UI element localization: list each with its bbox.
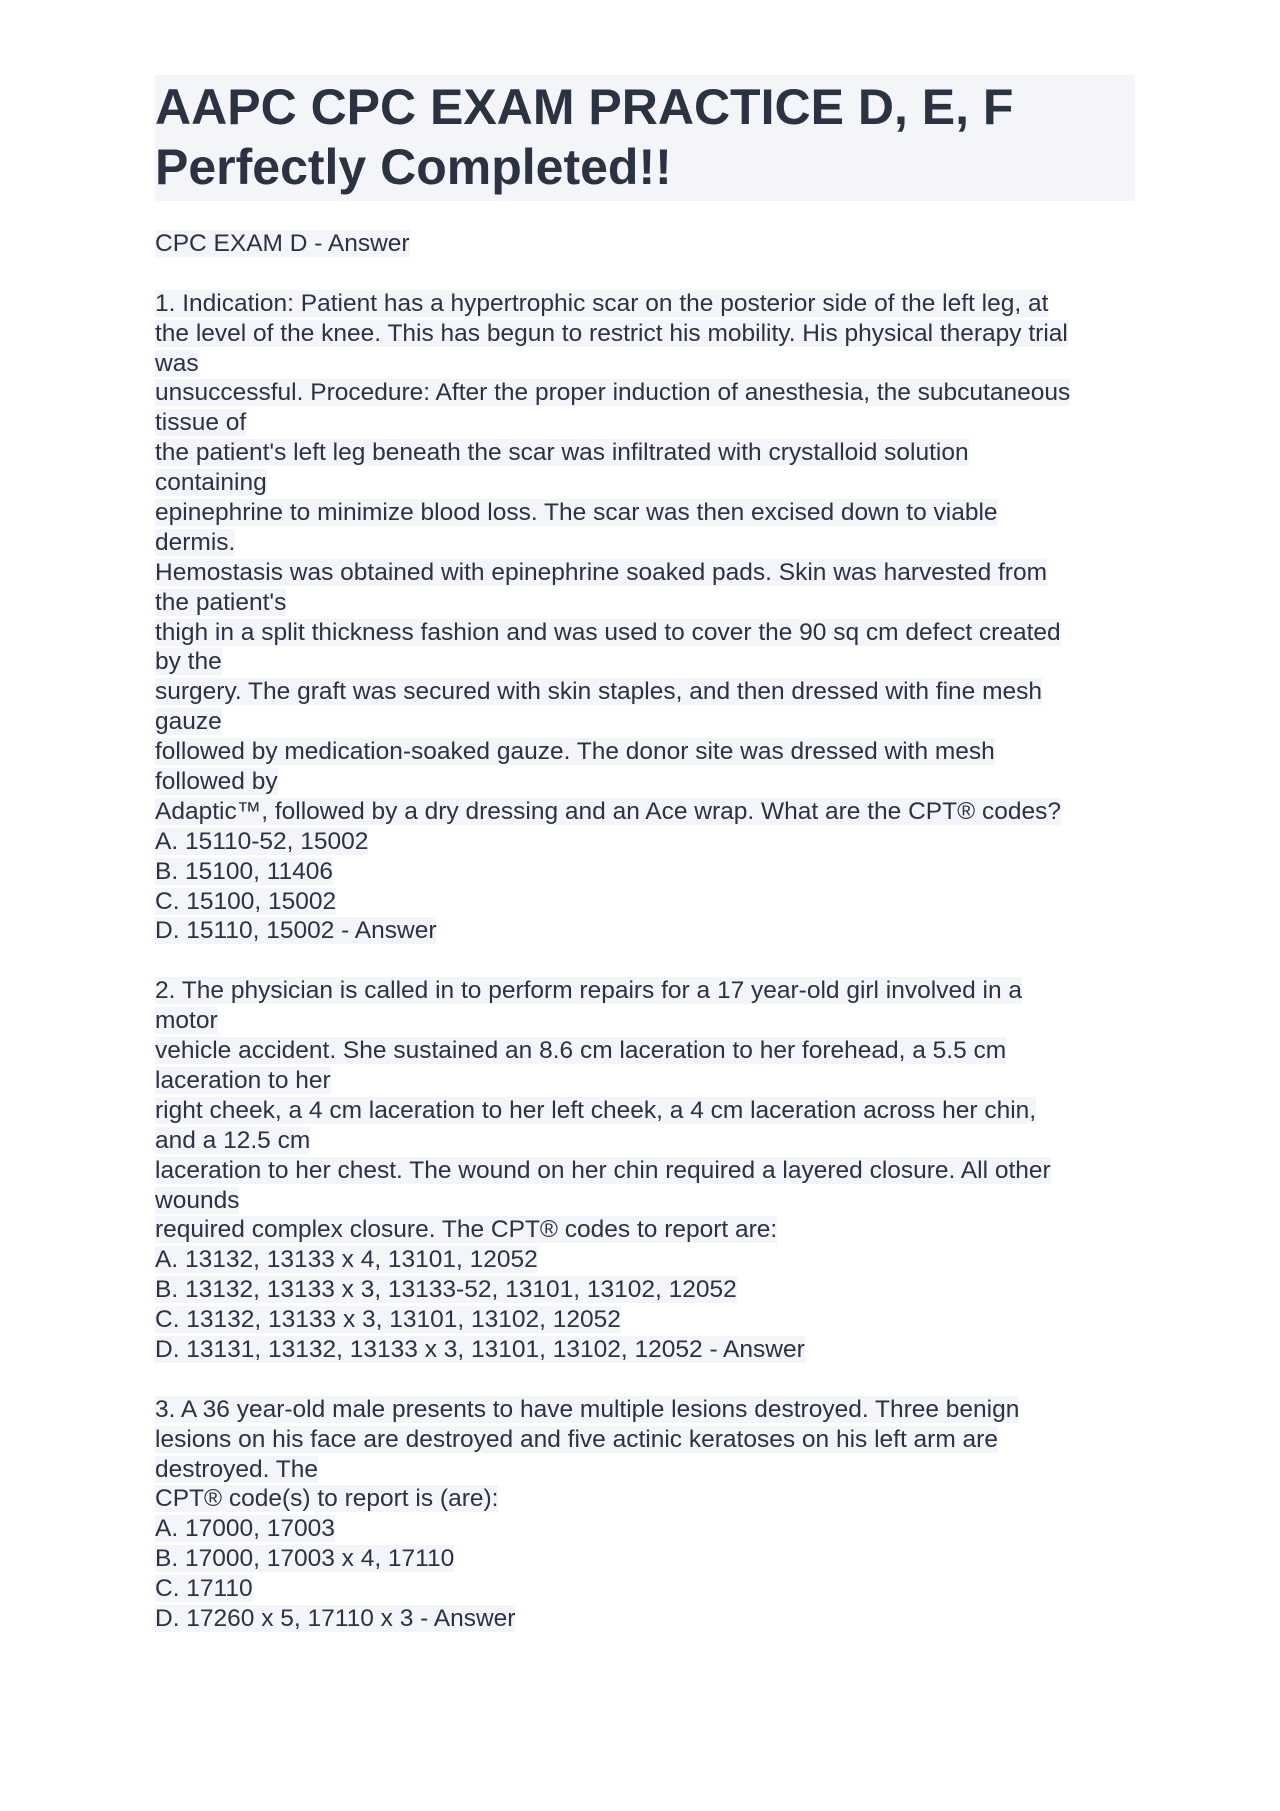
text-line bbox=[155, 1215, 1135, 1245]
text-line-content: 1. Indication: Patient has a hypertrophic scar on the posterior side of the left leg, at bbox=[155, 289, 1049, 317]
text-line bbox=[155, 976, 1135, 1006]
text-line-content: gauze bbox=[155, 708, 222, 736]
text-line-content: vehicle accident. She sustained an 8.6 cm laceration to her forehead, a 5.5 cm bbox=[155, 1037, 1007, 1065]
text-line-content: laceration to her bbox=[155, 1066, 331, 1094]
text-line bbox=[155, 319, 1135, 349]
text-line-content: surgery. The graft was secured with skin staples, and then dressed with fine mesh bbox=[155, 678, 1042, 706]
text-line bbox=[155, 1395, 1135, 1425]
text-line-content: containing bbox=[155, 469, 267, 497]
text-line-content: the patient's left leg beneath the scar was infiltrated with crystalloid solution bbox=[155, 439, 969, 467]
text-line-content: D. 17260 x 5, 17110 x 3 - Answer bbox=[155, 1604, 516, 1632]
text-line bbox=[155, 1066, 1135, 1096]
text-line bbox=[155, 1305, 1135, 1335]
title-line-2: Perfectly Completed!! bbox=[155, 139, 672, 195]
text-line bbox=[155, 289, 1135, 319]
text-line-content: by the bbox=[155, 648, 222, 676]
text-line bbox=[155, 1006, 1135, 1036]
document-title bbox=[155, 75, 1135, 201]
text-line-content: the level of the knee. This has begun to restrict his mobility. His physical therapy trial bbox=[155, 319, 1068, 347]
text-line-content: epinephrine to minimize blood loss. The scar was then excised down to viable bbox=[155, 499, 998, 527]
text-line bbox=[155, 618, 1135, 648]
text-line bbox=[155, 349, 1135, 379]
text-line bbox=[155, 468, 1135, 498]
text-line-content: thigh in a split thickness fashion and was used to cover the 90 sq cm defect created bbox=[155, 618, 1061, 646]
text-line-content: tissue of bbox=[155, 409, 247, 437]
text-line-content: A. 17000, 17003 bbox=[155, 1515, 335, 1543]
text-line bbox=[155, 1574, 1135, 1604]
text-line bbox=[155, 1156, 1135, 1186]
text-line-content: 2. The physician is called in to perform repairs for a 17 year-old girl involved in a bbox=[155, 977, 1022, 1005]
text-line-content: followed by bbox=[155, 768, 278, 796]
text-line-content: dermis. bbox=[155, 528, 236, 556]
text-line bbox=[155, 1096, 1135, 1126]
text-line bbox=[155, 588, 1135, 618]
text-line bbox=[155, 378, 1135, 408]
text-line-content: wounds bbox=[155, 1186, 240, 1214]
text-line-content: unsuccessful. Procedure: After the proper induction of anesthesia, the subcutaneous bbox=[155, 379, 1071, 407]
text-line bbox=[155, 438, 1135, 468]
text-line-content: lesions on his face are destroyed and five actinic keratoses on his left arm are bbox=[155, 1425, 998, 1453]
text-line bbox=[155, 1514, 1135, 1544]
text-line-content: Hemostasis was obtained with epinephrine soaked pads. Skin was harvested from bbox=[155, 558, 1048, 586]
document-page bbox=[155, 75, 1135, 1634]
text-line-content: motor bbox=[155, 1007, 218, 1035]
text-line bbox=[155, 528, 1135, 558]
text-line bbox=[155, 797, 1135, 827]
text-line-content: Adaptic™, followed by a dry dressing and an Ace wrap. What are the CPT® codes? bbox=[155, 797, 1061, 825]
text-line-content: was bbox=[155, 349, 199, 377]
text-line bbox=[155, 1425, 1135, 1455]
text-line bbox=[155, 1126, 1135, 1156]
text-line-content: CPT® code(s) to report is (are): bbox=[155, 1485, 499, 1513]
title-line-1: AAPC CPC EXAM PRACTICE D, E, F bbox=[155, 79, 1014, 135]
text-line-content: laceration to her chest. The wound on her chin required a layered closure. All other bbox=[155, 1156, 1051, 1184]
text-line-content: right cheek, a 4 cm laceration to her left cheek, a 4 cm laceration across her chin, bbox=[155, 1096, 1037, 1124]
text-line-content: required complex closure. The CPT® codes to report are: bbox=[155, 1216, 778, 1244]
paragraph-gap bbox=[155, 946, 1135, 976]
text-line-content: C. 13132, 13133 x 3, 13101, 13102, 12052 bbox=[155, 1306, 621, 1334]
text-line-content: destroyed. The bbox=[155, 1455, 318, 1483]
text-line-content: A. 15110-52, 15002 bbox=[155, 827, 369, 855]
text-line bbox=[155, 647, 1135, 677]
text-line bbox=[155, 1036, 1135, 1066]
text-line-content: the patient's bbox=[155, 588, 287, 616]
text-line bbox=[155, 1186, 1135, 1216]
text-line bbox=[155, 677, 1135, 707]
text-line bbox=[155, 229, 1135, 259]
paragraph-gap bbox=[155, 1365, 1135, 1395]
text-line bbox=[155, 916, 1135, 946]
text-line bbox=[155, 1245, 1135, 1275]
text-line-content: C. 15100, 15002 bbox=[155, 887, 337, 915]
text-line bbox=[155, 827, 1135, 857]
text-line bbox=[155, 1335, 1135, 1365]
text-line bbox=[155, 498, 1135, 528]
text-line bbox=[155, 1484, 1135, 1514]
text-line-content: CPC EXAM D - Answer bbox=[155, 230, 410, 257]
paragraph-gap bbox=[155, 259, 1135, 289]
text-line bbox=[155, 1544, 1135, 1574]
text-line bbox=[155, 1275, 1135, 1305]
text-line-content: D. 13131, 13132, 13133 x 3, 13101, 13102, 12052 - Answer bbox=[155, 1335, 805, 1363]
text-line bbox=[155, 707, 1135, 737]
text-line-content: 3. A 36 year-old male presents to have multiple lesions destroyed. Three benign bbox=[155, 1395, 1020, 1423]
text-line-content: B. 17000, 17003 x 4, 17110 bbox=[155, 1545, 455, 1573]
text-line bbox=[155, 558, 1135, 588]
text-line-content: A. 13132, 13133 x 4, 13101, 12052 bbox=[155, 1246, 538, 1274]
text-line-content: C. 17110 bbox=[155, 1575, 253, 1603]
text-line bbox=[155, 1455, 1135, 1485]
text-line-content: D. 15110, 15002 - Answer bbox=[155, 917, 437, 945]
text-line bbox=[155, 887, 1135, 917]
text-line-content: followed by medication-soaked gauze. The donor site was dressed with mesh bbox=[155, 738, 995, 766]
text-line bbox=[155, 767, 1135, 797]
text-line bbox=[155, 737, 1135, 767]
text-line bbox=[155, 1604, 1135, 1634]
text-line bbox=[155, 857, 1135, 887]
text-line bbox=[155, 408, 1135, 438]
text-line-content: B. 15100, 11406 bbox=[155, 857, 334, 885]
text-line-content: and a 12.5 cm bbox=[155, 1126, 311, 1154]
text-line-content: B. 13132, 13133 x 3, 13133-52, 13101, 13102, 12052 bbox=[155, 1276, 737, 1304]
document-body bbox=[155, 229, 1135, 1634]
